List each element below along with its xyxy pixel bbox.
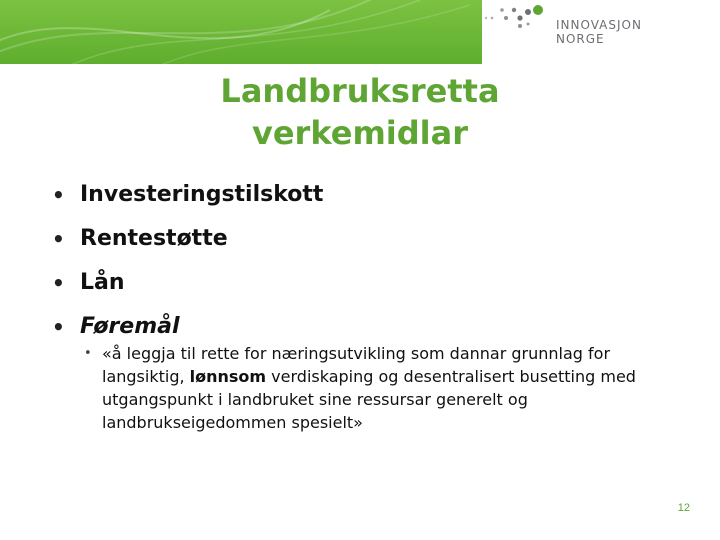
bullet-item <box>52 176 672 220</box>
logo-line-2: NORGE <box>556 32 605 46</box>
bullet-text: Investeringstilskott <box>80 182 324 207</box>
bullet-marker: • <box>52 315 65 339</box>
bullet-list <box>52 176 672 352</box>
bullet-text: Føremål <box>80 314 180 339</box>
bullet-text: Lån <box>80 270 125 295</box>
sub-bullet-bold-word: lønnsom <box>189 367 267 386</box>
bullet-marker: • <box>52 271 65 295</box>
bullet-item <box>52 220 672 264</box>
bullet-marker: • <box>52 183 65 207</box>
logo-dots-icon <box>482 0 552 30</box>
header-banner <box>0 0 720 64</box>
sub-bullet-marker: • <box>84 346 92 361</box>
title-line-1: Landbruksretta <box>220 72 500 110</box>
sub-bullet <box>84 342 664 434</box>
logo-wordmark <box>556 18 642 46</box>
bullet-text: Rentestøtte <box>80 226 228 251</box>
bullet-item <box>52 264 672 308</box>
innovasjon-norge-logo <box>482 0 720 64</box>
logo-line-1: INNOVASJON <box>556 18 642 32</box>
title-line-2: verkemidlar <box>251 114 469 152</box>
sub-bullet-text-part: «å leggja til rette for næringsutvikling som dannar grunnlag for langsiktig, <box>102 344 611 386</box>
sub-bullet-text <box>84 342 664 434</box>
bullet-marker: • <box>52 227 65 251</box>
page-number: 12 <box>677 502 690 514</box>
slide-title <box>120 70 600 154</box>
sub-bullet-text-part: verdiskaping og desentralisert busetting med utgangspunkt i landbruket sine ressursar generelt og landbrukseigedommen spesielt» <box>102 367 636 432</box>
